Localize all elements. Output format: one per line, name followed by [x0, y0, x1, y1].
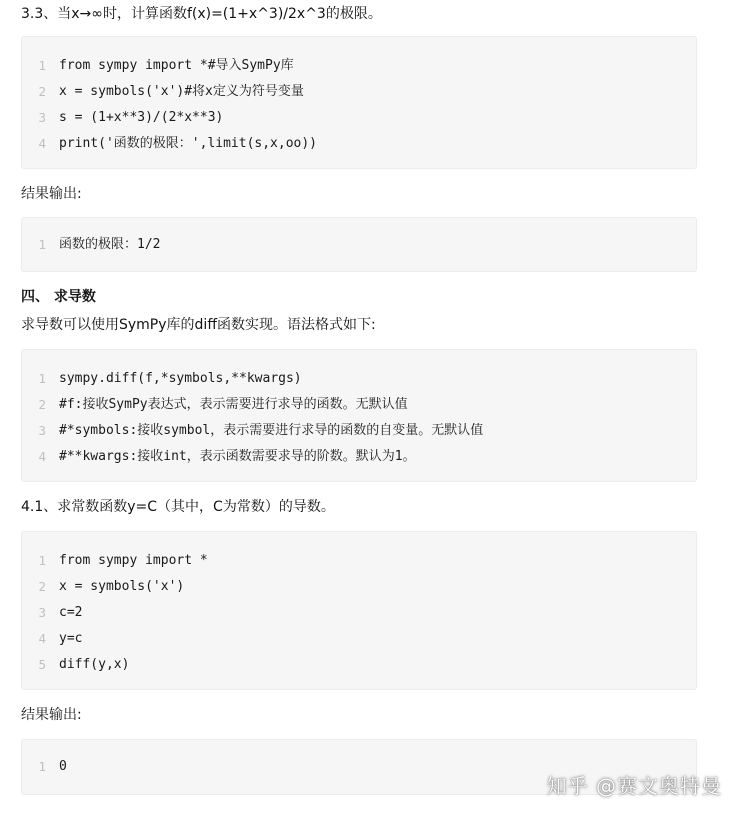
line-number: 4 [38, 631, 46, 646]
result-label: 结果输出: [21, 707, 82, 723]
code-text: 函数的极限：1/2 [59, 237, 161, 252]
line-number: 3 [38, 423, 46, 438]
code-block-limit [21, 36, 697, 169]
code-text: c=2 [59, 605, 83, 620]
code-text: y=c [59, 631, 83, 646]
code-line [22, 418, 696, 444]
code-line [22, 652, 696, 678]
section-3-3-heading: 3.3、当x→∞时，计算函数f(x)=(1+x^3)/2x^3的极限。 [21, 6, 382, 22]
code-text: x = symbols('x') [59, 579, 185, 594]
code-text: print('函数的极限：',limit(s,x,oo)) [59, 136, 318, 151]
line-number: 4 [38, 136, 46, 151]
line-number: 1 [38, 553, 46, 568]
code-line [22, 79, 696, 105]
line-number: 3 [38, 605, 46, 620]
code-text: sympy.diff(f,*symbols,**kwargs) [59, 371, 302, 386]
code-text: x = symbols('x')#将x定义为符号变量 [59, 84, 304, 99]
section-4-intro: 求导数可以使用SymPy库的diff函数实现。语法格式如下: [21, 317, 376, 333]
code-text: from sympy import * [59, 553, 208, 568]
code-text: s = (1+x**3)/(2*x**3) [59, 110, 224, 125]
line-number: 2 [38, 84, 46, 99]
code-text: #**kwargs:接收int，表示函数需要求导的阶数。默认为1。 [59, 449, 416, 464]
code-text: from sympy import *#导入SymPy库 [59, 58, 294, 73]
code-text: #f:接收SymPy表达式，表示需要进行求导的函数。无默认值 [59, 397, 408, 412]
code-block-diff-example [21, 531, 697, 690]
line-number: 1 [38, 58, 46, 73]
code-line [22, 600, 696, 626]
line-number: 4 [38, 449, 46, 464]
code-line [22, 392, 696, 418]
code-line [22, 53, 696, 79]
code-text: 0 [59, 759, 67, 774]
line-number: 3 [38, 110, 46, 125]
line-number: 5 [38, 657, 46, 672]
code-line [22, 574, 696, 600]
code-line [22, 548, 696, 574]
code-line [22, 444, 696, 470]
section-4-1-heading: 4.1、求常数函数y=C（其中，C为常数）的导数。 [21, 499, 335, 515]
code-line [22, 232, 696, 258]
line-number: 1 [38, 371, 46, 386]
result-label: 结果输出: [21, 186, 82, 202]
code-block-diff-syntax [21, 349, 697, 482]
code-text: #*symbols:接收symbol，表示需要进行求导的函数的自变量。无默认值 [59, 423, 484, 438]
line-number: 1 [38, 759, 46, 774]
code-text: diff(y,x) [59, 657, 130, 672]
code-line [22, 131, 696, 157]
line-number: 2 [38, 397, 46, 412]
code-line [22, 366, 696, 392]
section-4-heading: 四、 求导数 [21, 289, 96, 305]
line-number: 2 [38, 579, 46, 594]
code-line [22, 105, 696, 131]
result-block-limit [21, 217, 697, 272]
zhihu-watermark: 知乎 @赛文奥特曼 [546, 774, 722, 798]
code-line [22, 626, 696, 652]
line-number: 1 [38, 237, 46, 252]
